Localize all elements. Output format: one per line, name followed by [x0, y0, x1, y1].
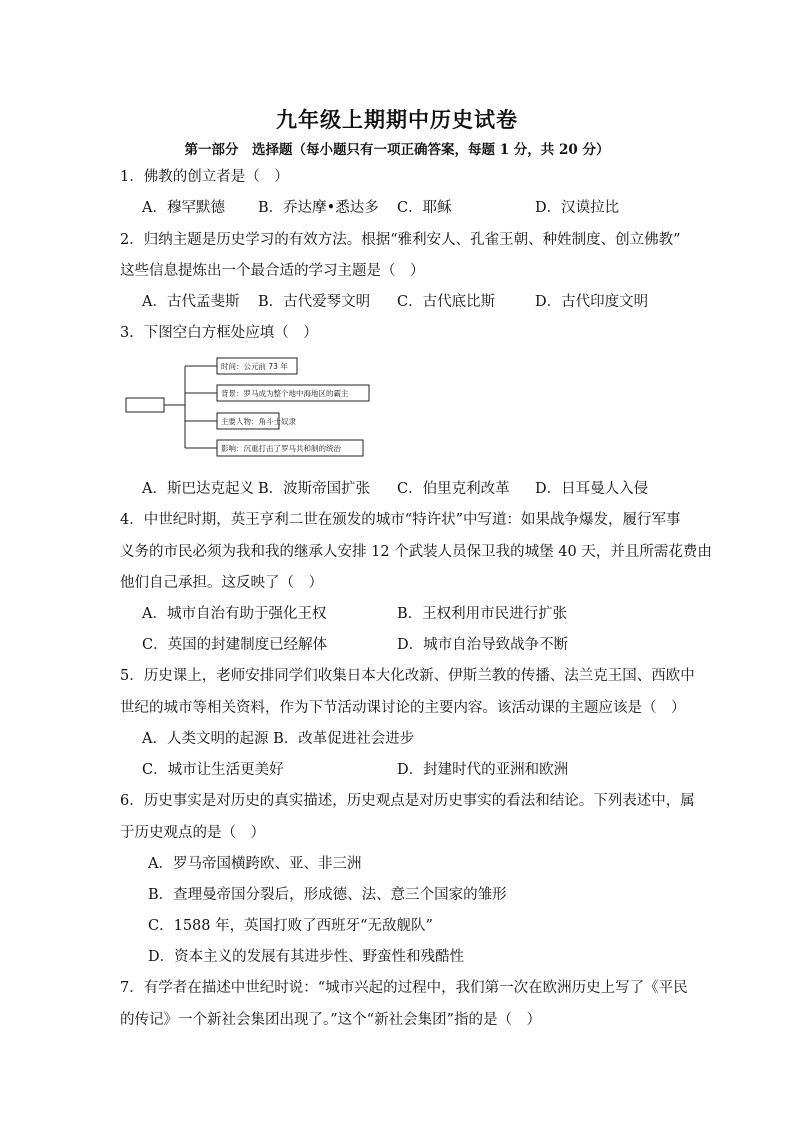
q5-option-c: C．城市让生活更美好	[142, 762, 284, 778]
q3-option-d: D．日耳曼人入侵	[535, 481, 649, 497]
blank-box	[126, 398, 164, 412]
q4-option-c: C．英国的封建制度已经解体	[142, 637, 328, 653]
q4-option-b: B．王权利用市民进行扩张	[397, 606, 568, 622]
q3-bracket-diagram	[125, 352, 375, 462]
q4-stem-line1: 4．中世纪时期，英王亨利二世在颁发的城市“特许状”中写道：如果战争爆发，履行军事	[120, 512, 681, 528]
q3-stem: 3．下图空白方框处应填（ ）	[120, 325, 318, 341]
q6-option-a: A．罗马帝国横跨欧、亚、非三洲	[148, 856, 362, 872]
q6-option-d: D．资本主义的发展有其进步性、野蛮性和残酷性	[148, 949, 465, 965]
diagram-text-impact: 影响：沉重打击了罗马共和制的统治	[221, 444, 341, 453]
q7-stem-line2: 的传记》一个新社会集团出现了。”这个“新社会集团”指的是（ ）	[120, 1012, 541, 1028]
q6-stem-line2: 于历史观点的是（ ）	[120, 825, 265, 841]
q7-stem-line1: 7．有学者在描述中世纪时说：“城市兴起的过程中，我们第一次在欧洲历史上写了《平民	[120, 980, 688, 996]
q2-stem-line2: 这些信息提炼出一个最合适的学习主题是（ ）	[120, 263, 425, 279]
q2-option-a: A．古代孟斐斯	[142, 294, 240, 310]
q5-option-d: D．封建时代的亚洲和欧洲	[397, 762, 569, 778]
q5-stem-line2: 世纪的城市等相关资料，作为下节活动课讨论的主要内容。该活动课的主题应该是（ ）	[120, 700, 686, 716]
q6-option-c: C．1588 年，英国打败了西班牙“无敌舰队”	[148, 918, 433, 934]
q6-stem-line1: 6．历史事实是对历史的真实描述，历史观点是对历史事实的看法和结论。下列表述中，属	[120, 793, 695, 809]
q2-option-d: D．古代印度文明	[535, 294, 649, 310]
q4-option-a: A．城市自治有助于强化王权	[142, 606, 327, 622]
q4-option-d: D．城市自治导致战争不断	[397, 637, 569, 653]
q3-option-a: A．斯巴达克起义	[142, 481, 254, 497]
q6-option-b: B．查理曼帝国分裂后，形成德、法、意三个国家的雏形	[148, 887, 507, 903]
diagram-text-people: 主要人物：角斗士奴隶	[221, 417, 296, 426]
q3-option-c: C．伯里克利改革	[397, 481, 510, 497]
q1-option-b: B．乔达摩•悉达多	[258, 200, 379, 216]
q1-option-a: A．穆罕默德	[142, 200, 225, 216]
q4-stem-line2: 义务的市民必须为我和我的继承人安排 12 个武装人员保卫我的城堡 40 天，并且所需花费由	[120, 544, 712, 560]
section-heading: 第一部分 选择题（每小题只有一项正确答案，每题 1 分，共 20 分）	[184, 142, 610, 158]
q5-stem-line1: 5．历史课上，老师安排同学们收集日本大化改新、伊斯兰教的传播、法兰克王国、西欧中	[120, 668, 695, 684]
diagram-text-time: 时间：公元前 73 年	[221, 362, 288, 371]
q2-stem-line1: 2．归纳主题是历史学习的有效方法。根据“雅利安人、孔雀王朝、种姓制度、创立佛教”	[120, 232, 681, 248]
q1-stem: 1．佛教的创立者是（ ）	[120, 169, 289, 185]
diagram-text-background: 背景：罗马成为整个地中海地区的霸主	[221, 389, 349, 398]
q2-option-c: C．古代底比斯	[397, 294, 496, 310]
q2-option-b: B．古代爱琴文明	[258, 294, 371, 310]
q1-option-c: C．耶稣	[397, 200, 452, 216]
q1-option-d: D．汉谟拉比	[535, 200, 620, 216]
q3-option-b: B．波斯帝国扩张	[258, 481, 371, 497]
q4-stem-line3: 他们自己承担。这反映了（ ）	[120, 575, 323, 591]
exam-title: 九年级上期期中历史试卷	[276, 107, 518, 132]
q5-option-ab: A．人类文明的起源 B．改革促进社会进步	[142, 731, 415, 747]
